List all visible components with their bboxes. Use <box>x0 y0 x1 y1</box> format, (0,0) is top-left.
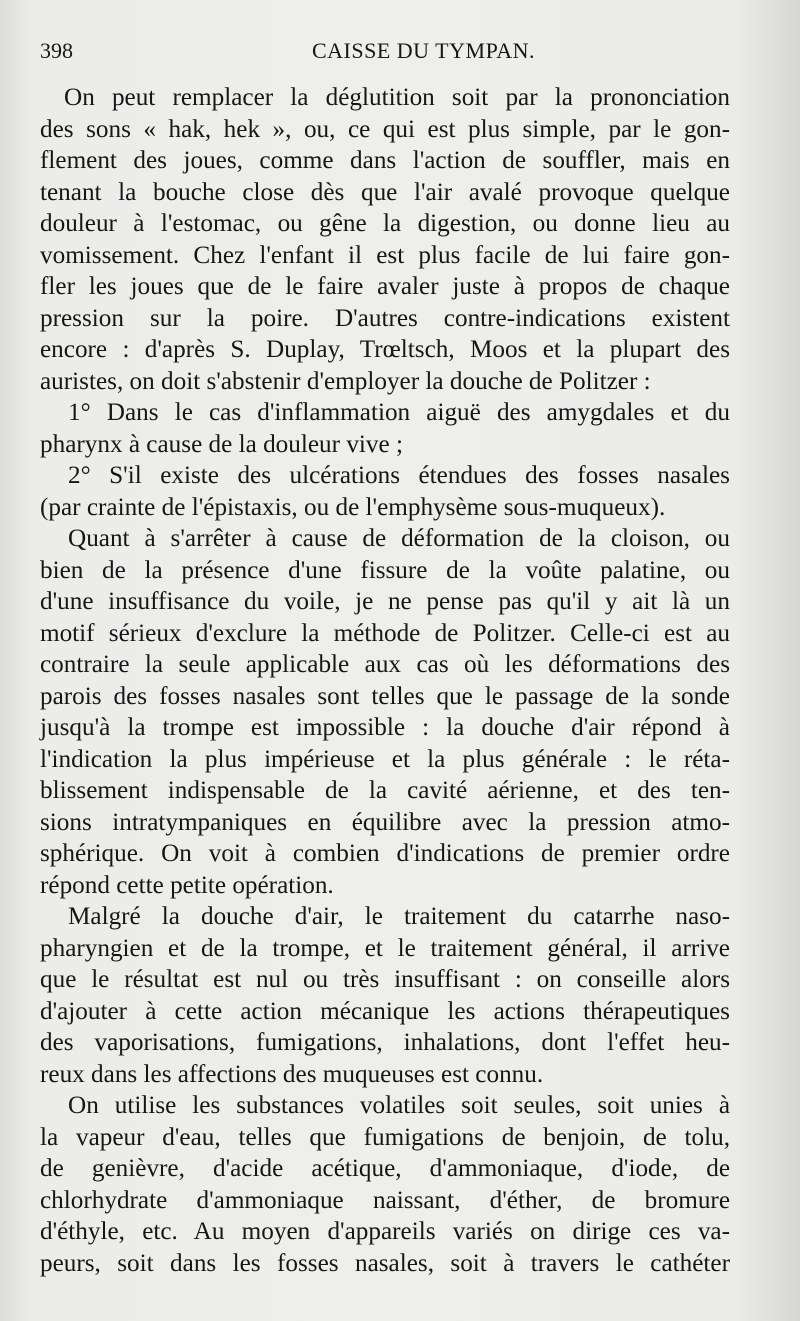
paragraph <box>40 460 730 523</box>
text-line: pharyngien et de la trompe, et le traitement général, il arrive <box>40 934 730 962</box>
text-line: (par crainte de l'épistaxis, ou de l'emphysème sous-muqueux). <box>40 493 666 521</box>
text-line: douleur à l'estomac, ou gêne la digestion, ou donne lieu au <box>40 210 730 237</box>
text-line: bien de la présence d'une fissure de la voûte palatine, ou <box>40 556 730 584</box>
text-line: flement des joues, comme dans l'action de souffler, mais en <box>40 147 730 174</box>
text-line: peurs, soit dans les fosses nasales, soit à travers le cathéter <box>40 1249 730 1277</box>
body-text <box>40 82 730 1279</box>
paragraph <box>40 901 730 1090</box>
running-head: CAISSE DU TYMPAN. <box>312 38 536 63</box>
text-line: blissement indispensable de la cavité aérienne, et des ten- <box>40 777 730 804</box>
paragraph <box>40 523 730 901</box>
text-line: chlorhydrate d'ammoniaque naissant, d'éther, de bromure <box>40 1186 730 1214</box>
text-line: d'ajouter à cette action mécanique les actions thérapeutiques <box>40 997 730 1025</box>
text-line: On peut remplacer la déglutition soit par la prononciation <box>64 84 730 111</box>
text-line: pression sur la poire. D'autres contre-indications existent <box>40 304 730 332</box>
text-line: de genièvre, d'acide acétique, d'ammoniaque, d'iode, de <box>40 1155 730 1182</box>
text-line: parois des fosses nasales sont telles que le passage de la sonde <box>40 682 730 710</box>
text-line: 1° Dans le cas d'inflammation aiguë des amygdales et du <box>68 399 730 426</box>
text-line: auristes, on doit s'abstenir d'employer la douche de Politzer : <box>40 367 651 395</box>
text-line: répond cette petite opération. <box>40 871 334 899</box>
text-line: On utilise les substances volatiles soit seules, soit unies à <box>68 1092 730 1119</box>
text-line: des sons « hak, hek », ou, ce qui est plus simple, par le gon- <box>40 115 730 143</box>
text-line: d'éthyle, etc. Au moyen d'appareils variés on dirige ces va- <box>40 1218 730 1245</box>
text-line: Malgré la douche d'air, le traitement du catarrhe naso- <box>68 903 730 930</box>
text-line: sphérique. On voit à combien d'indications de premier ordre <box>40 840 730 867</box>
paragraph <box>40 397 730 460</box>
page-header <box>40 38 730 68</box>
text-line: contraire la seule applicable aux cas où les déformations des <box>40 651 730 678</box>
text-line: que le résultat est nul ou très insuffisant : on conseille alors <box>40 966 730 993</box>
text-line: Quant à s'arrêter à cause de déformation de la cloison, ou <box>68 525 730 552</box>
text-line: jusqu'à la trompe est impossible : la douche d'air répond à <box>40 714 730 741</box>
text-line: reux dans les affections des muqueuses est connu. <box>40 1060 544 1088</box>
text-line: vomissement. Chez l'enfant il est plus facile de lui faire gon- <box>40 241 730 269</box>
text-line: motif sérieux d'exclure la méthode de Politzer. Celle-ci est au <box>40 619 730 647</box>
text-line: la vapeur d'eau, telles que fumigations de benjoin, de tolu, <box>40 1123 730 1151</box>
text-line: fler les joues que de le faire avaler juste à propos de chaque <box>40 273 730 300</box>
text-line: tenant la bouche close dès que l'air avalé provoque quelque <box>40 178 730 206</box>
text-line: encore : d'après S. Duplay, Trœltsch, Moos et la plupart des <box>40 336 730 363</box>
text-line: l'indication la plus impérieuse et la plus générale : le réta- <box>40 745 730 773</box>
paragraph <box>40 82 730 397</box>
text-line: sions intratympaniques en équilibre avec la pression atmo- <box>40 808 730 836</box>
text-line: 2° S'il existe des ulcérations étendues des fosses nasales <box>68 462 730 489</box>
text-line: d'une insuffisance du voile, je ne pense pas qu'il y ait là un <box>40 588 730 615</box>
page-number: 398 <box>40 38 73 63</box>
text-line: des vaporisations, fumigations, inhalations, dont l'effet heu- <box>40 1029 730 1056</box>
text-line: pharynx à cause de la douleur vive ; <box>40 430 403 458</box>
paragraph <box>40 1090 730 1279</box>
